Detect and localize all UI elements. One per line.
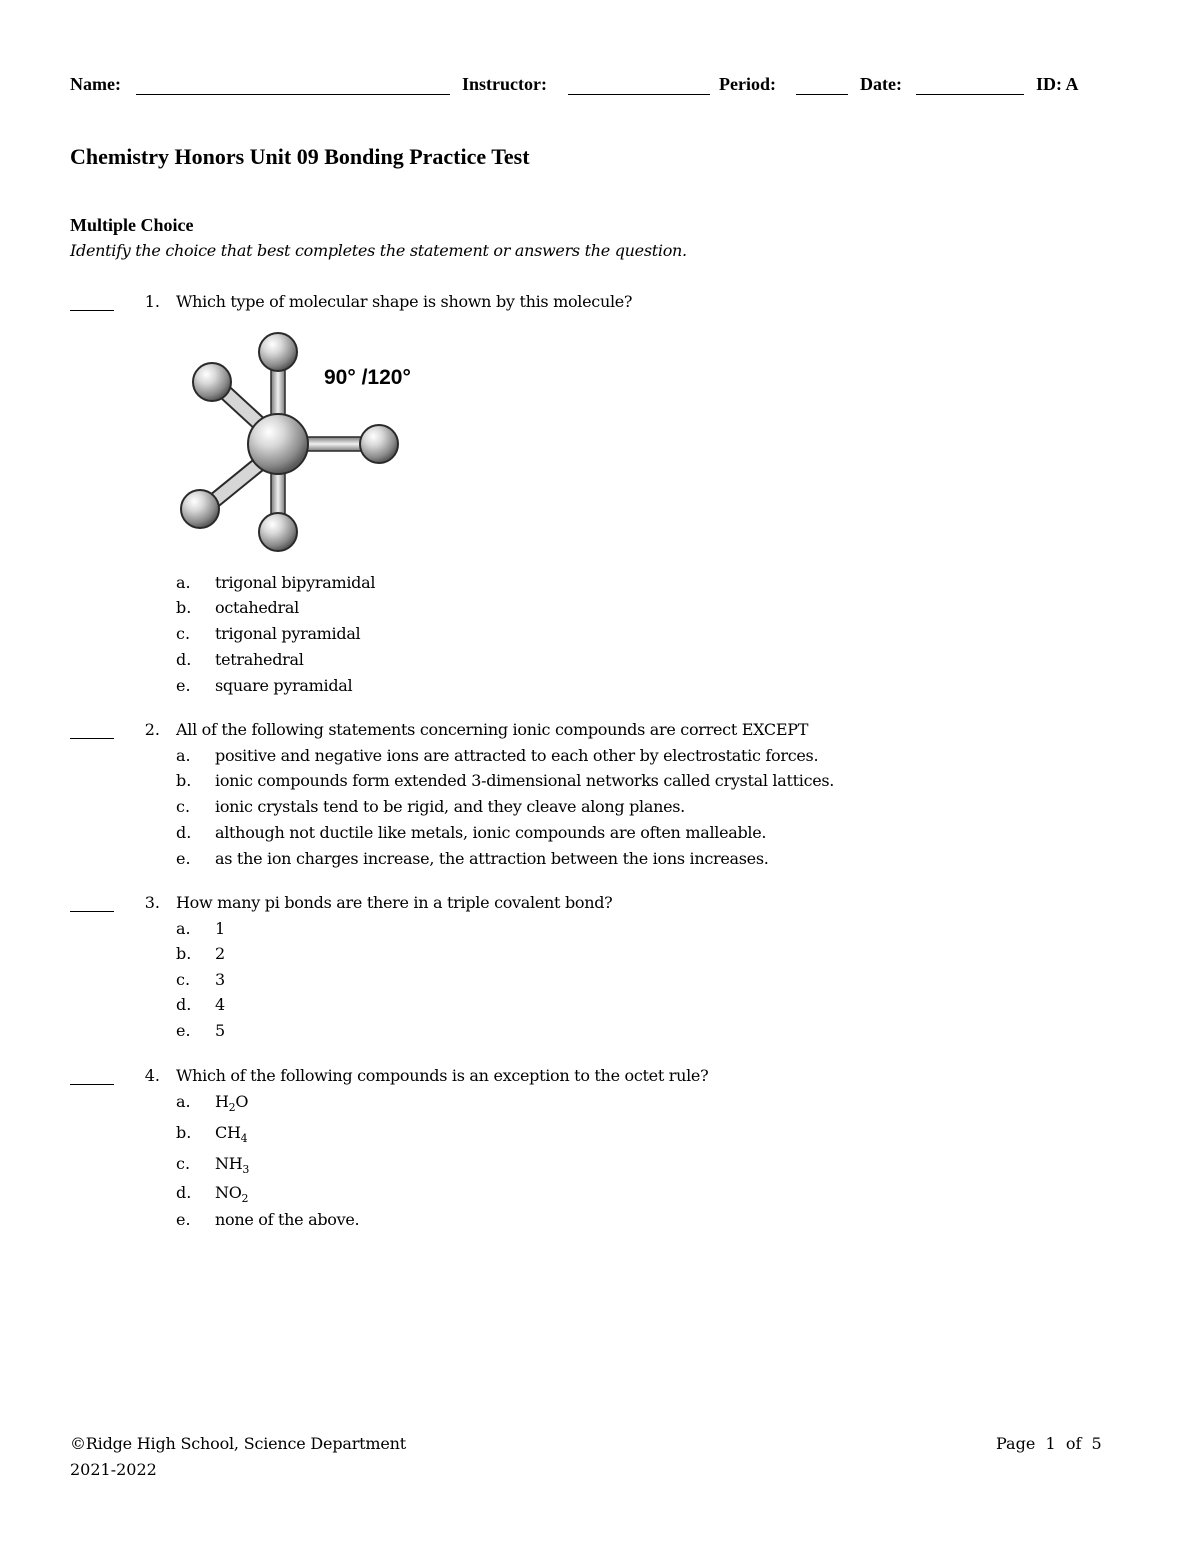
question-text: Which type of molecular shape is shown by this molecule? bbox=[176, 292, 633, 311]
formula-subscript: 3 bbox=[242, 1163, 250, 1176]
choice-letter: d. bbox=[176, 650, 192, 669]
choice-text: trigonal bipyramidal bbox=[215, 573, 376, 592]
choice-text: ionic crystals tend to be rigid, and they cleave along planes. bbox=[215, 797, 685, 816]
choice-text: none of the above. bbox=[215, 1210, 360, 1229]
formula-main: NH bbox=[215, 1154, 243, 1173]
choice-letter: b. bbox=[176, 944, 192, 963]
choice-text: as the ion charges increase, the attraction between the ions increases. bbox=[215, 849, 769, 868]
choice-letter: a. bbox=[176, 573, 191, 592]
question-text: How many pi bonds are there in a triple covalent bond? bbox=[176, 893, 613, 912]
choice-text: although not ductile like metals, ionic compounds are often malleable. bbox=[215, 823, 767, 842]
choice-text: 5 bbox=[215, 1021, 225, 1040]
question-number: 3. bbox=[144, 893, 160, 912]
instructor-label: Instructor: bbox=[462, 74, 547, 94]
formula-tail: O bbox=[235, 1092, 249, 1111]
molecule-figure bbox=[176, 327, 426, 557]
formula-subscript: 2 bbox=[228, 1101, 236, 1114]
choice-text: 4 bbox=[215, 995, 225, 1014]
answer-blank[interactable] bbox=[70, 911, 114, 912]
question-number: 1. bbox=[144, 292, 160, 311]
atom-bottom bbox=[259, 513, 297, 551]
footer-copyright: ©Ridge High School, Science Department bbox=[70, 1434, 406, 1453]
choice-letter: e. bbox=[176, 676, 191, 695]
question-text: All of the following statements concerning ionic compounds are correct EXCEPT bbox=[176, 720, 809, 739]
choice-text: 3 bbox=[215, 970, 225, 989]
choice-text: 2 bbox=[215, 944, 225, 963]
period-blank[interactable] bbox=[796, 94, 848, 95]
choice-letter: a. bbox=[176, 746, 191, 765]
choice-letter: d. bbox=[176, 1183, 192, 1202]
choice-letter: d. bbox=[176, 823, 192, 842]
formula-main: H bbox=[215, 1092, 229, 1111]
period-label: Period: bbox=[719, 74, 776, 94]
choice-formula bbox=[215, 1092, 248, 1114]
name-blank[interactable] bbox=[136, 94, 450, 95]
choice-letter: a. bbox=[176, 919, 191, 938]
choice-letter: e. bbox=[176, 1021, 191, 1040]
choice-text: trigonal pyramidal bbox=[215, 624, 361, 643]
choice-letter: c. bbox=[176, 797, 191, 816]
footer-year: 2021-2022 bbox=[70, 1460, 157, 1479]
test-title: Chemistry Honors Unit 09 Bonding Practice Test bbox=[70, 144, 530, 169]
id-label: ID: A bbox=[1036, 74, 1079, 94]
answer-blank[interactable] bbox=[70, 310, 114, 311]
choice-text: positive and negative ions are attracted to each other by electrostatic forces. bbox=[215, 746, 819, 765]
answer-blank[interactable] bbox=[70, 1084, 114, 1085]
choice-formula bbox=[215, 1183, 248, 1205]
instructor-blank[interactable] bbox=[568, 94, 710, 95]
question-text: Which of the following compounds is an exception to the octet rule? bbox=[176, 1066, 709, 1085]
choice-text: ionic compounds form extended 3-dimensional networks called crystal lattices. bbox=[215, 771, 835, 790]
choice-letter: b. bbox=[176, 771, 192, 790]
atom-upper-left bbox=[193, 363, 231, 401]
choice-letter: d. bbox=[176, 995, 192, 1014]
formula-subscript: 2 bbox=[241, 1192, 249, 1205]
central-atom bbox=[248, 414, 308, 474]
choice-formula bbox=[215, 1123, 247, 1145]
question-number: 4. bbox=[144, 1066, 160, 1085]
formula-subscript: 4 bbox=[240, 1132, 248, 1145]
choice-letter: c. bbox=[176, 624, 191, 643]
answer-blank[interactable] bbox=[70, 738, 114, 739]
atom-top bbox=[259, 333, 297, 371]
date-label: Date: bbox=[860, 74, 902, 94]
choice-formula bbox=[215, 1154, 249, 1176]
choice-letter: e. bbox=[176, 849, 191, 868]
choice-letter: b. bbox=[176, 598, 192, 617]
section-title: Multiple Choice bbox=[70, 215, 194, 235]
atom-lower-left bbox=[181, 490, 219, 528]
formula-main: NO bbox=[215, 1183, 242, 1202]
choice-text: tetrahedral bbox=[215, 650, 304, 669]
date-blank[interactable] bbox=[916, 94, 1024, 95]
header-row bbox=[70, 74, 1100, 100]
section-instructions: Identify the choice that best completes the statement or answers the question. bbox=[70, 241, 687, 260]
name-label: Name: bbox=[70, 74, 121, 94]
choice-letter: a. bbox=[176, 1092, 191, 1111]
angle-label: 90° /120° bbox=[324, 366, 411, 389]
choice-letter: c. bbox=[176, 970, 191, 989]
choice-letter: b. bbox=[176, 1123, 192, 1142]
page-number: Page 1 of 5 bbox=[996, 1434, 1102, 1453]
formula-main: CH bbox=[215, 1123, 241, 1142]
choice-letter: c. bbox=[176, 1154, 191, 1173]
choice-text: square pyramidal bbox=[215, 676, 353, 695]
choice-text: 1 bbox=[215, 919, 225, 938]
choice-text: octahedral bbox=[215, 598, 299, 617]
question-number: 2. bbox=[144, 720, 160, 739]
atom-right bbox=[360, 425, 398, 463]
choice-letter: e. bbox=[176, 1210, 191, 1229]
